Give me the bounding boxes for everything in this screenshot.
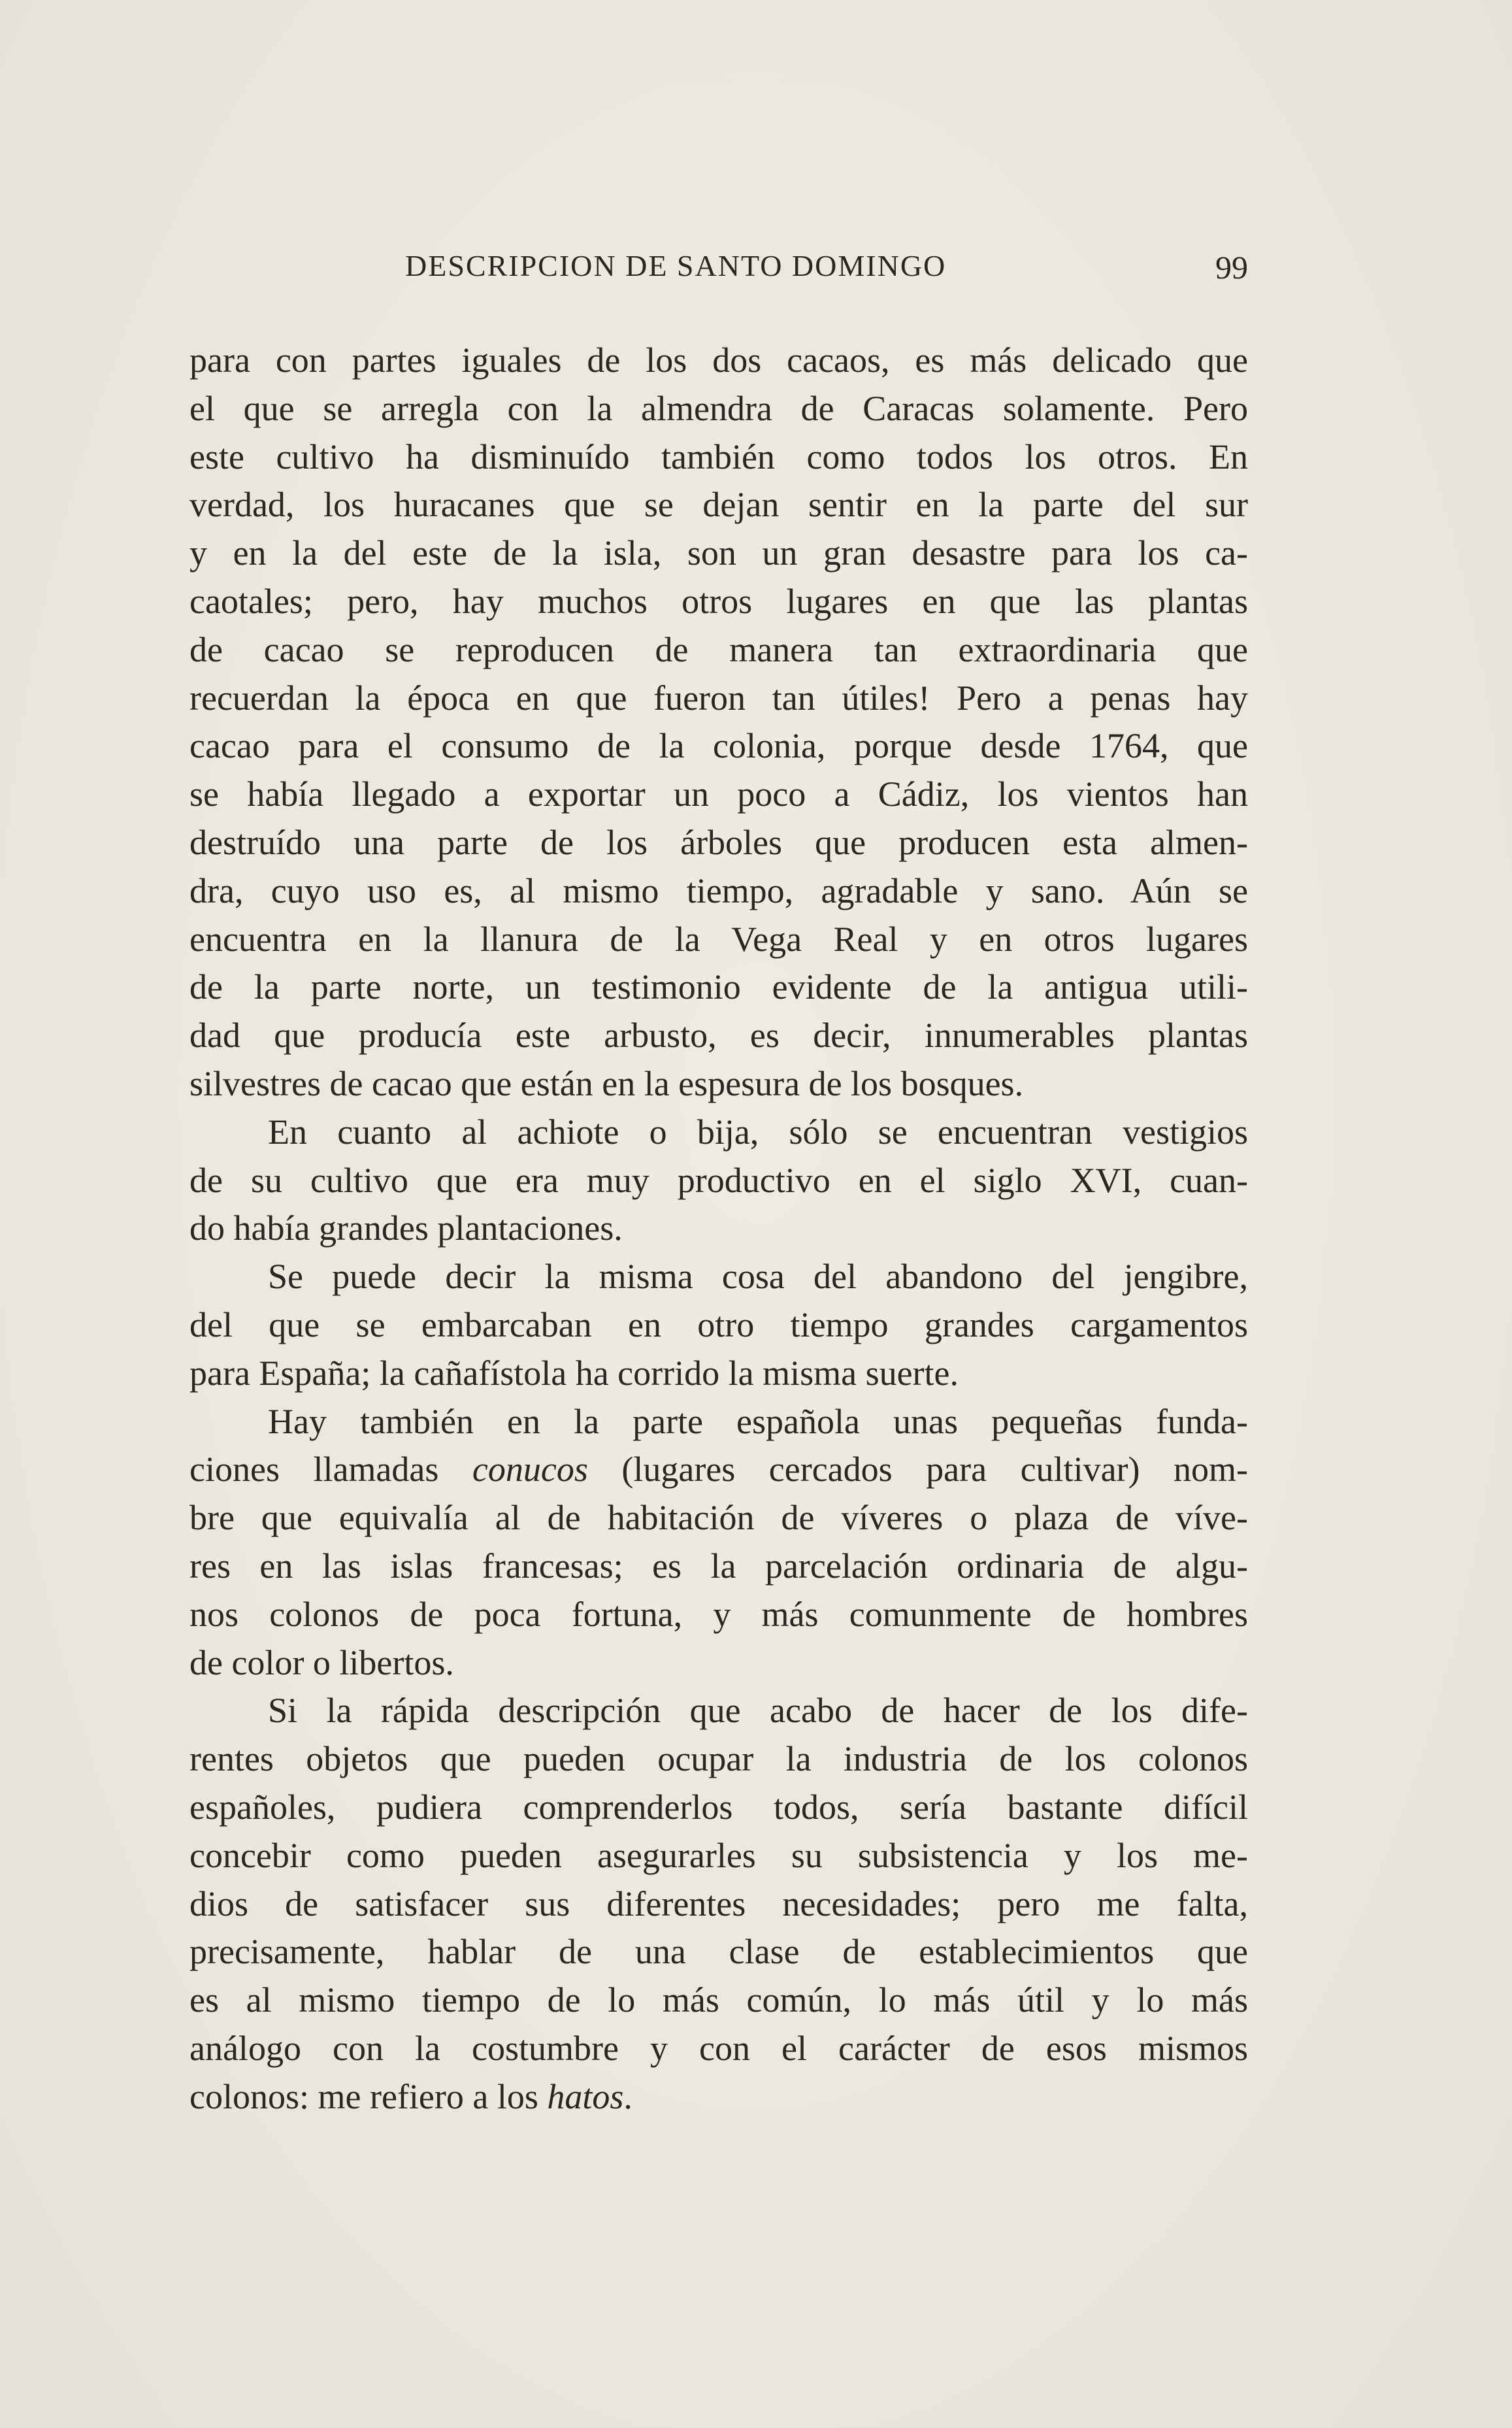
page-number: 99 (1215, 249, 1248, 286)
text-line: encuentra en la llanura de la Vega Real y en otros lugares (189, 919, 1248, 959)
text-line: el que se arregla con la almendra de Caracas solamente. Pero (189, 388, 1248, 428)
text-line: verdad, los huracanes que se dejan sentir en la parte del sur (189, 485, 1248, 525)
paragraph (189, 1398, 1248, 1688)
text-line: precisamente, hablar de una clase de establecimientos que (189, 1932, 1248, 1972)
running-title: DESCRIPCION DE SANTO DOMINGO (405, 249, 947, 282)
text-line: dad que producía este arbusto, es decir, innumerables plantas (189, 1016, 1248, 1056)
text-line: y en la del este de la isla, son un gran desastre para los ca- (189, 533, 1248, 573)
text-line: dios de satisfacer sus diferentes necesidades; pero me falta, (189, 1884, 1248, 1923)
paragraph (189, 1108, 1248, 1253)
text-line: ciones llamadas conucos (lugares cercados para cultivar) nom- (189, 1450, 1248, 1489)
text-line: colonos: me refiero a los hatos. (189, 2076, 633, 2116)
text-line: do había grandes plantaciones. (189, 1208, 623, 1248)
text-line: Hay también en la parte española unas pequeñas funda- (268, 1401, 1248, 1441)
text-line: españoles, pudiera comprenderlos todos, sería bastante difícil (189, 1787, 1248, 1827)
text-line: caotales; pero, hay muchos otros lugares en que las plantas (189, 581, 1248, 621)
text-line: es al mismo tiempo de lo más común, lo más útil y lo más (189, 1980, 1248, 2020)
paragraph (189, 1687, 1248, 2121)
italic-term: conucos (472, 1450, 588, 1489)
text-line: dra, cuyo uso es, al mismo tiempo, agradable y sano. Aún se (189, 871, 1248, 910)
text-line: concebir como pueden asegurarles su subsistencia y los me- (189, 1835, 1248, 1875)
body-text (189, 337, 1248, 2121)
text-line: Se puede decir la misma cosa del abandono del jengibre, (268, 1257, 1248, 1297)
text-line: de la parte norte, un testimonio evidente de la antigua utili- (189, 967, 1248, 1007)
text-line: res en las islas francesas; es la parcelación ordinaria de algu- (189, 1546, 1248, 1586)
text-line: para con partes iguales de los dos cacaos, es más delicado que (189, 341, 1248, 380)
text-line: análogo con la costumbre y con el carácter de esos mismos (189, 2028, 1248, 2068)
text-line: destruído una parte de los árboles que producen esta almen- (189, 822, 1248, 862)
paragraph (189, 337, 1248, 1108)
paragraph (189, 1253, 1248, 1397)
italic-term: hatos (547, 2076, 624, 2116)
text-line: de cacao se reproducen de manera tan extraordinaria que (189, 629, 1248, 669)
text-line: En cuanto al achiote o bija, sólo se encuentran vestigios (268, 1112, 1248, 1152)
text-line: para España; la cañafístola ha corrido la misma suerte. (189, 1353, 959, 1393)
running-head (189, 248, 1248, 294)
text-line: bre que equivalía al de habitación de víveres o plaza de víve- (189, 1498, 1248, 1538)
text-line: nos colonos de poca fortuna, y más comunmente de hombres (189, 1594, 1248, 1634)
text-line: este cultivo ha disminuído también como todos los otros. En (189, 437, 1248, 476)
text-line: de su cultivo que era muy productivo en el siglo XVI, cuan- (189, 1160, 1248, 1200)
text-line: recuerdan la época en que fueron tan útiles! Pero a penas hay (189, 678, 1248, 718)
text-line: de color o libertos. (189, 1642, 454, 1682)
text-line: rentes objetos que pueden ocupar la industria de los colonos (189, 1739, 1248, 1779)
text-line: cacao para el consumo de la colonia, porque desde 1764, que (189, 726, 1248, 766)
text-line: se había llegado a exportar un poco a Cádiz, los vientos han (189, 774, 1248, 814)
text-line: silvestres de cacao que están en la espesura de los bosques. (189, 1063, 1024, 1103)
text-line: Si la rápida descripción que acabo de hacer de los dife- (268, 1691, 1248, 1731)
text-line: del que se embarcaban en otro tiempo grandes cargamentos (189, 1305, 1248, 1344)
